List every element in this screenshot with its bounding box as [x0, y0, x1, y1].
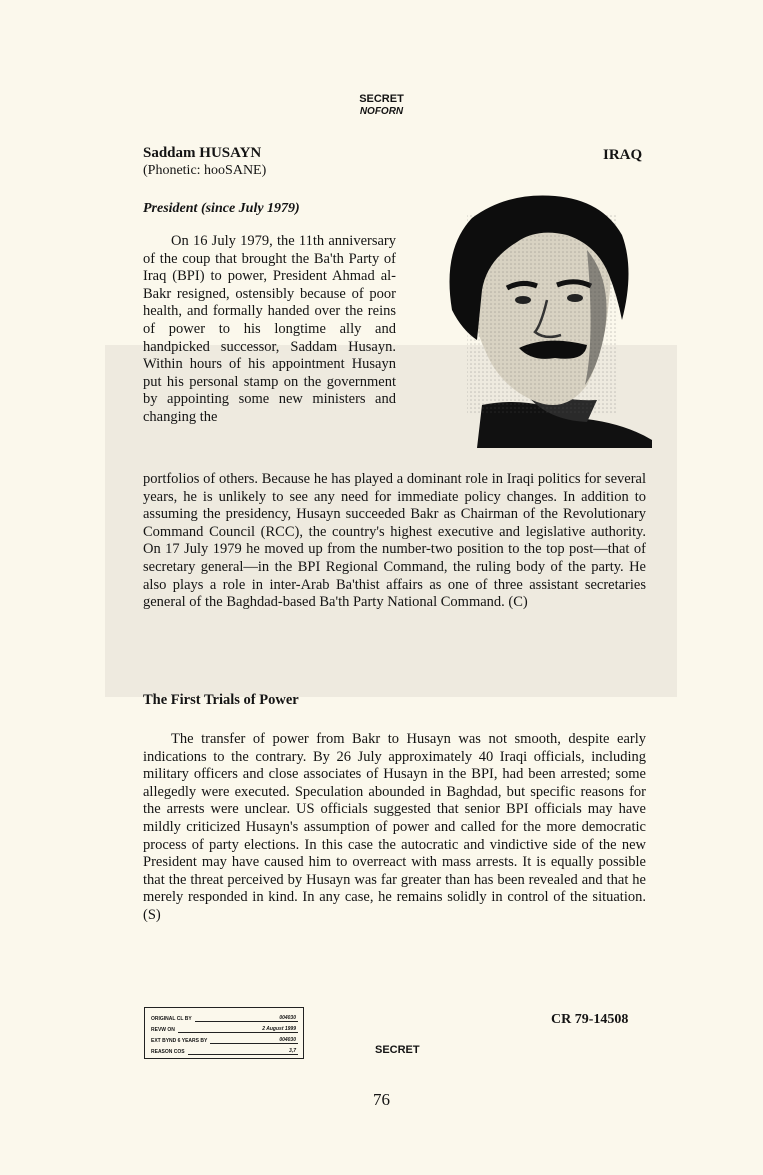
- header-classification: SECRET: [359, 93, 404, 105]
- stamp-row: ORIGINAL CL BY 004030: [151, 1015, 296, 1022]
- paragraph-1-continued: portfolios of others. Because he has played a dominant role in Iraqi politics for several years, he is unlikely to see any need for immediate policy changes. In addition to assuming the presidency, Husayn succeeded Bakr as Chairman of the Revolutionary Command Council (RCC), the country's highest executive and legislative authority. On 17 July 1979 he moved up from the number-two position to the top post—that of secretary general—in the BPI Regional Command, the ruling body of the party. He also plays a role in inter-Arab Ba'thist affairs as one of three assistant secretaries general of the Baghdad-based Ba'th Party National Command. (C): [143, 471, 646, 611]
- classification-stamp: [144, 1007, 304, 1059]
- subject-title: President (since July 1979): [143, 201, 300, 216]
- stamp-row: REASON COS 3,7: [151, 1048, 296, 1055]
- subject-phonetic: (Phonetic: hooSANE): [143, 163, 267, 178]
- stamp-row: EXT BYND 6 YEARS BY 004030: [151, 1037, 296, 1044]
- subject-name: Saddam HUSAYN: [143, 145, 262, 161]
- paragraph-2: The transfer of power from Bakr to Husayn was not smooth, despite early indications to the contrary. By 26 July approximately 40 Iraqi officials, including military officers and close associates of Husayn in the BPI, had been arrested; some allegedly were executed. Speculation abounded in Baghdad, but specific reasons for the arrests were unclear. US officials suggested that senior BPI officials may have mildly criticized Husayn's assumption of power and called for the more democratic process of party elections. In this case the autocratic and vindictive side of the new President may have caused him to overreact with mass arrests. It is equally possible that the threat perceived by Husayn was far greater than has been revealed and that he merely responded in kind. In any case, he remains solidly in control of the situation. (S): [143, 731, 646, 923]
- header-caveat: NOFORN: [359, 106, 404, 117]
- section-heading: The First Trials of Power: [143, 692, 299, 708]
- portrait-photo: [437, 190, 652, 448]
- stamp-row: REVW ON 2 August 1999: [151, 1026, 296, 1033]
- paragraph-1-column: On 16 July 1979, the 11th anniversary of the coup that brought the Ba'th Party of Iraq (BPI) to power, President Ahmad al-Bakr resigned, ostensibly because of poor health, and formally handed over the reins of power to his longtime ally and handpicked successor, Saddam Husayn. Within hours of his appointment Husayn put his personal stamp on the government by appointing some new ministers and changing the: [143, 233, 396, 425]
- subject-country: IRAQ: [603, 147, 643, 163]
- footer-classification: SECRET: [375, 1044, 420, 1056]
- page-number: 76: [373, 1090, 390, 1109]
- cr-number: CR 79-14508: [551, 1012, 629, 1027]
